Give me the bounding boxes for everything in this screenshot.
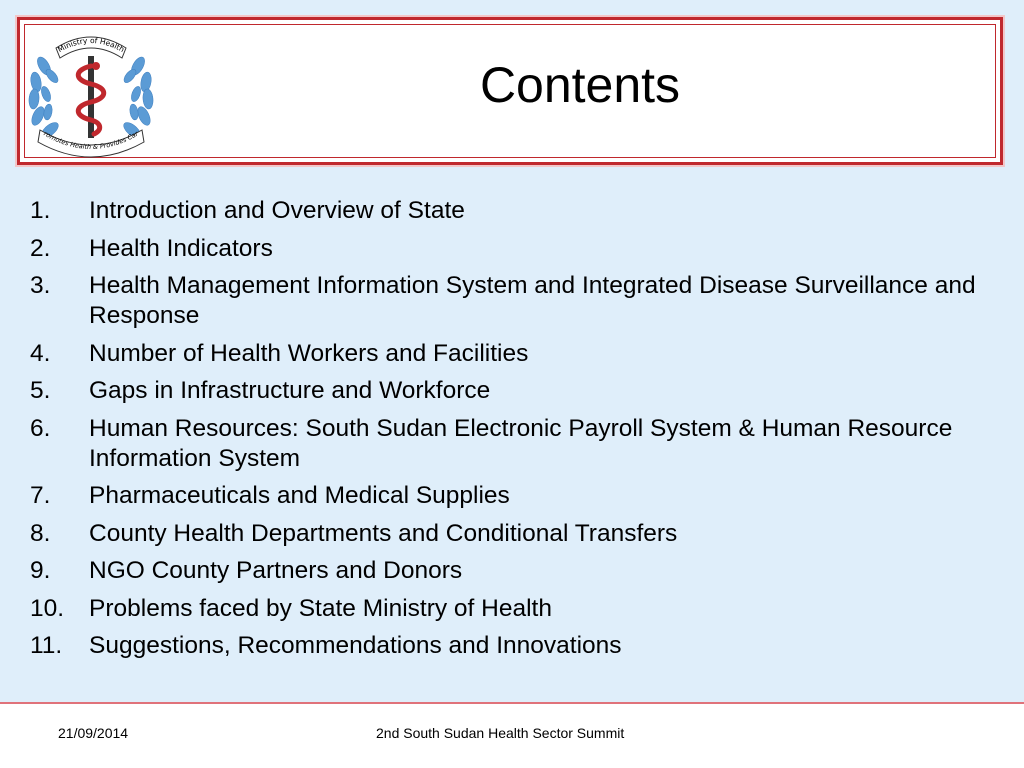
- item-number: 10.: [30, 594, 65, 622]
- item-text: Gaps in Infrastructure and Workforce: [89, 377, 491, 404]
- contents-list: [30, 196, 990, 669]
- svg-text:Ministry of Health: Ministry of Health: [56, 35, 126, 55]
- item-text: Problems faced by State Ministry of Health: [89, 594, 552, 622]
- item-text: Health Indicators: [89, 234, 273, 262]
- list-item: [30, 271, 990, 331]
- item-text: NGO County Partners and Donors: [89, 557, 463, 584]
- item-number: 4.: [30, 339, 51, 367]
- item-text: Human Resources: South Sudan Electronic Payroll System & Human Resource Information System: [89, 414, 953, 472]
- list-item: [30, 481, 990, 511]
- list-item: [30, 234, 990, 264]
- footer-event-title: 2nd South Sudan Health Sector Summit: [376, 725, 625, 741]
- item-text: County Health Departments and Conditional Transfers: [89, 519, 678, 547]
- item-number: 8.: [30, 519, 51, 547]
- list-item: [30, 556, 990, 586]
- item-number: 9.: [30, 557, 51, 584]
- item-number: 7.: [30, 482, 51, 509]
- list-item: [30, 519, 990, 549]
- item-number: 1.: [30, 197, 51, 224]
- ministry-of-health-emblem-icon: [22, 26, 160, 158]
- list-item: [30, 196, 990, 226]
- list-item: [30, 376, 990, 406]
- item-text: Number of Health Workers and Facilities: [89, 339, 529, 367]
- footer-date: 21/09/2014: [58, 725, 129, 741]
- list-item: [30, 339, 990, 369]
- svg-text:Promotes Health & Provides Car: romotes Health & Provides Car: [42, 129, 140, 152]
- item-text: Pharmaceuticals and Medical Supplies: [89, 482, 510, 509]
- list-item: [30, 594, 990, 624]
- footer-divider: [0, 702, 1024, 704]
- list-item: [30, 414, 990, 474]
- item-number: 11.: [30, 632, 63, 659]
- list-item: [30, 631, 990, 661]
- item-text: Health Management Information System and Integrated Disease Surveillance and Response: [89, 272, 976, 329]
- item-text: Introduction and Overview of State: [89, 197, 465, 224]
- slide-title: Contents: [479, 57, 681, 113]
- item-number: 6.: [30, 414, 51, 442]
- item-number: 3.: [30, 272, 51, 299]
- item-number: 2.: [30, 234, 51, 262]
- item-number: 5.: [30, 377, 51, 404]
- item-text: Suggestions, Recommendations and Innovations: [89, 632, 622, 659]
